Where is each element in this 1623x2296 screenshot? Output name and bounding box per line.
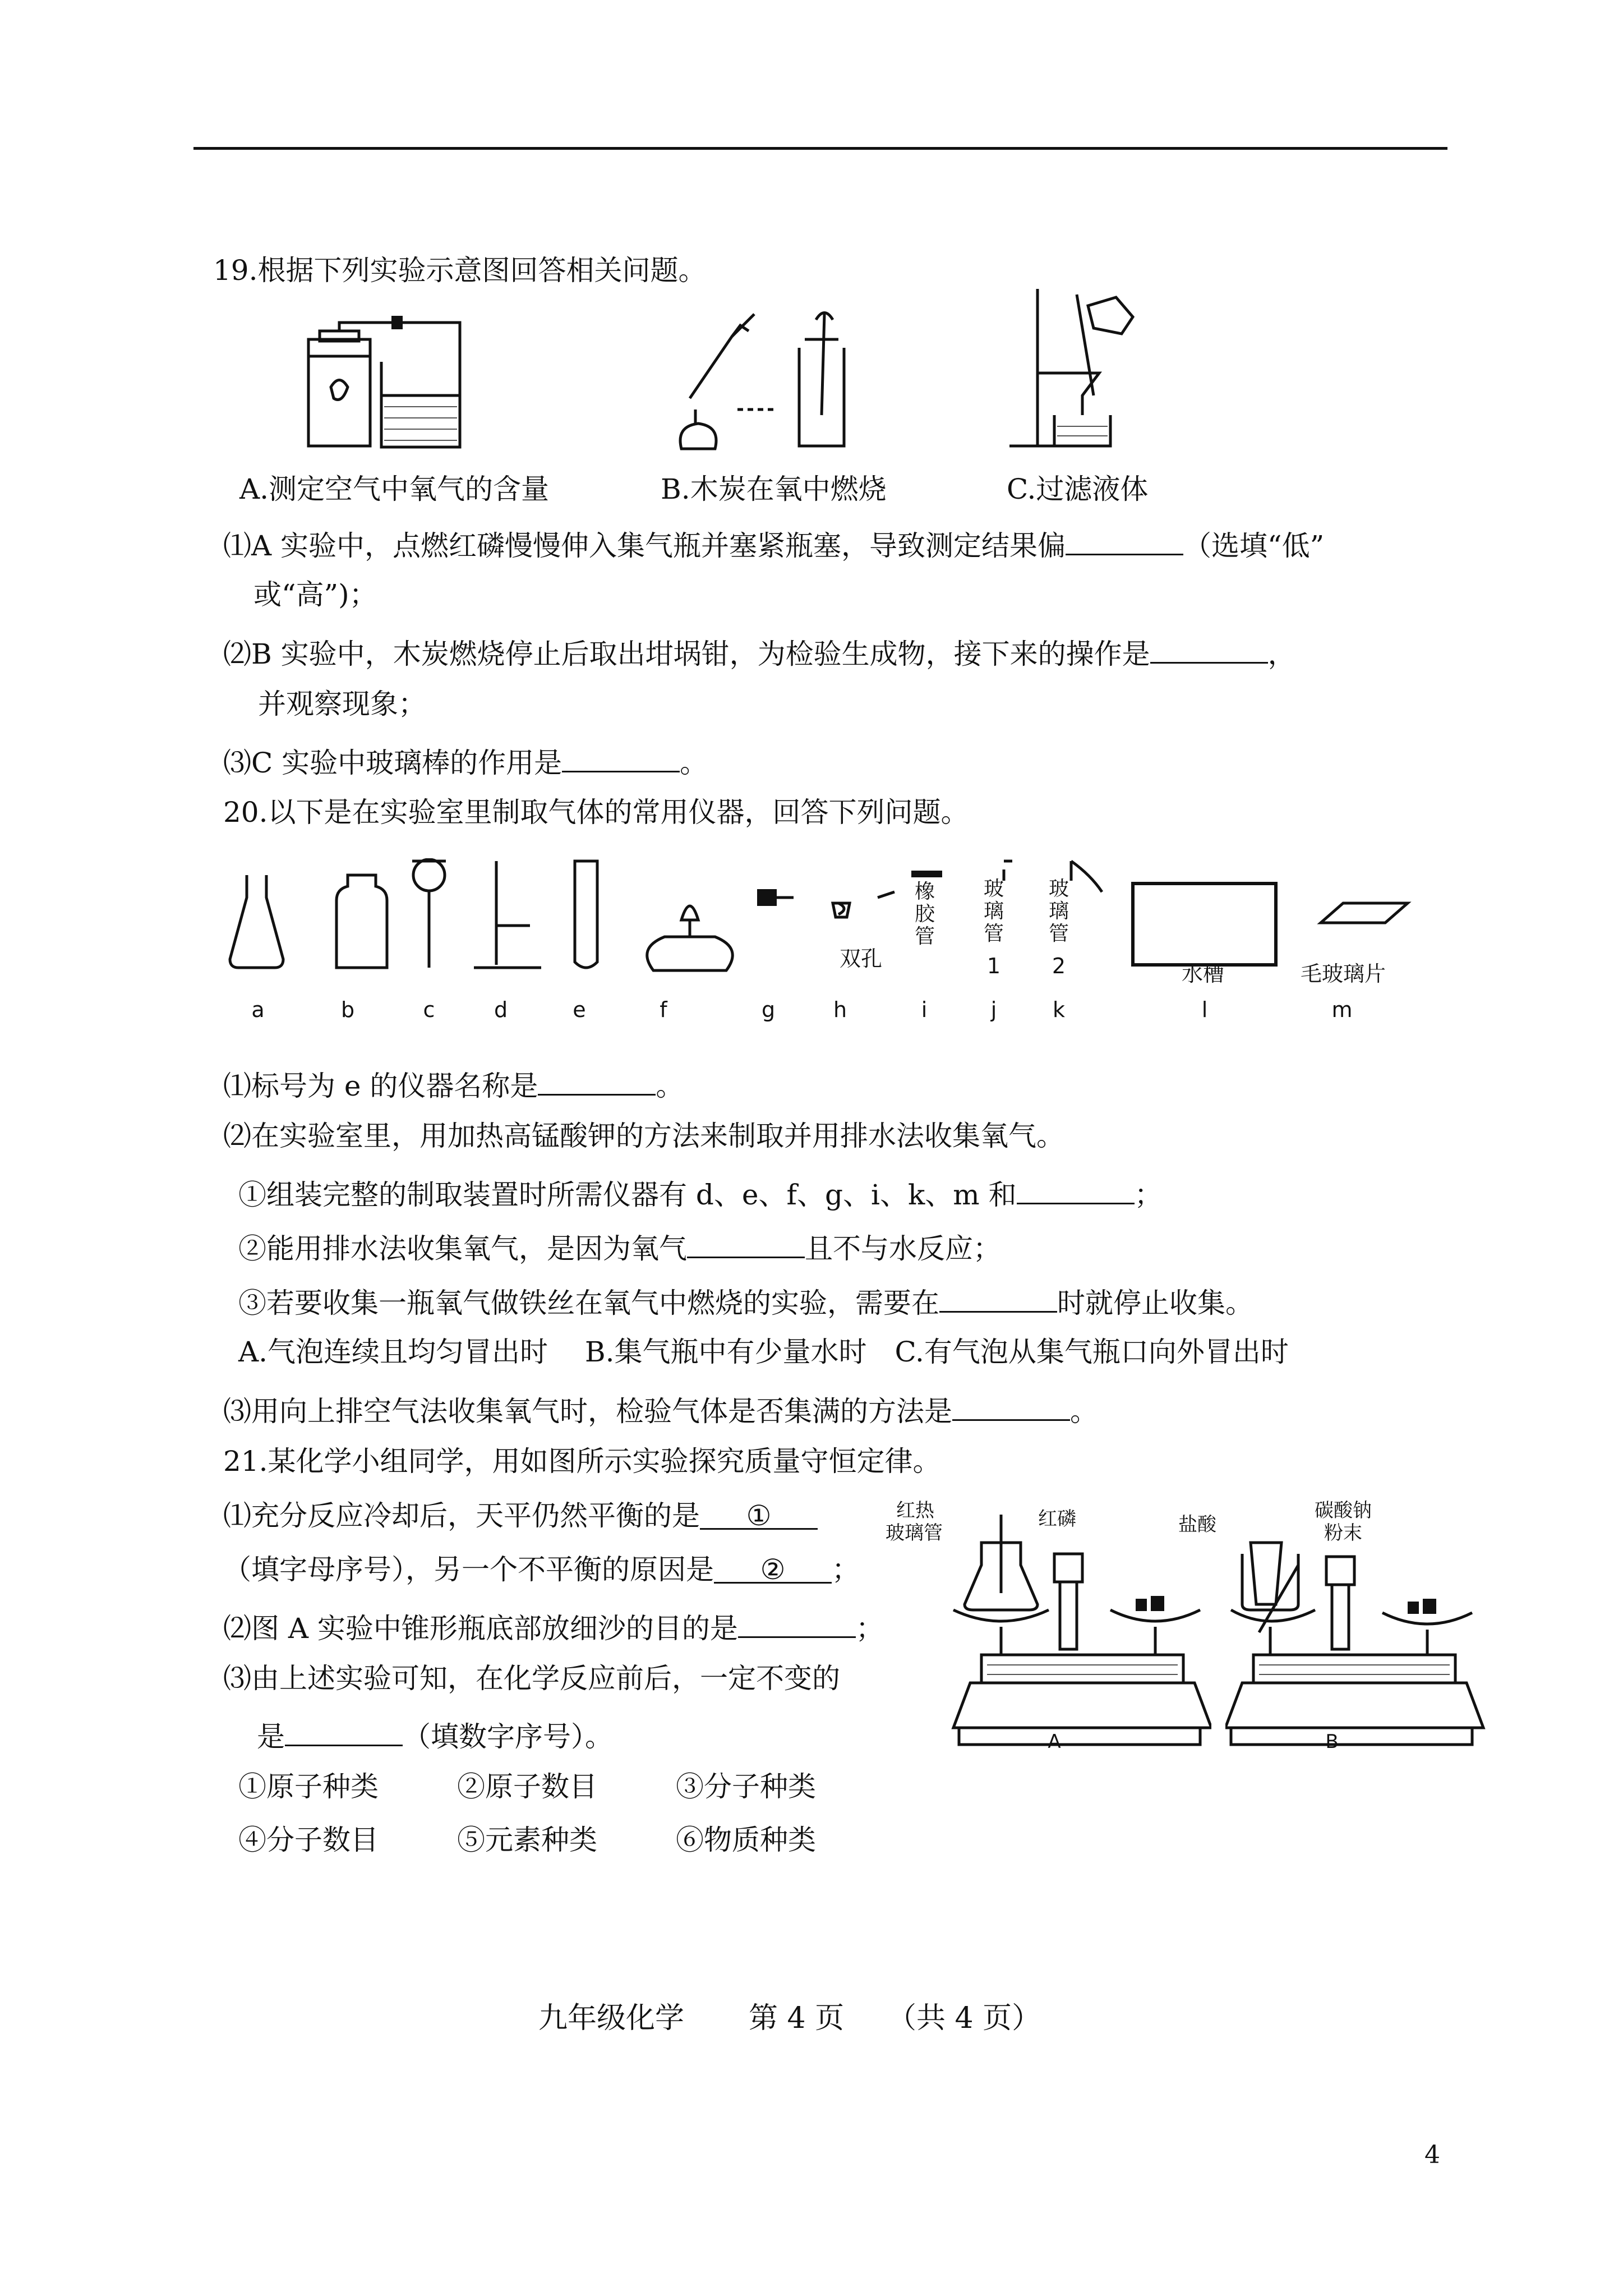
q21-part2-end: ； [855,1612,884,1645]
q21-title: 21.某化学小组同学，用如图所示实验探究质量守恒定律。 [223,1445,941,1478]
q20-part1-line [223,1065,684,1103]
q21-fig-b-letter: B [1325,1731,1339,1753]
q20-label-j: 玻璃管 [983,877,1004,945]
q20-part2-text: ⑵在实验室里，用加热高锰酸钾的方法来制取并用排水法收集氧气。 [223,1120,1064,1152]
q20-label-j-num: 1 [986,954,1001,978]
q21-blank-2[interactable]: ② [714,1553,832,1584]
q20-label-h: 双孔 [839,946,882,971]
q20-letter-l: l [1201,997,1208,1022]
q20-sub3-blank[interactable] [939,1282,1057,1313]
q19-caption-a: A.测定空气中氧气的含量 [239,473,550,505]
q19-part2-blank[interactable] [1150,633,1268,664]
q20-sub1-text: ①组装完整的制取装置时所需仪器有 d、e、f、g、i、k、m 和 [238,1179,1017,1211]
q21-fig-a-letter: A [1048,1731,1061,1753]
q21-part1-text2: （填字母序号），另一个不平衡的原因是 [223,1553,714,1586]
footer-page: 第 4 页 [749,2001,845,2035]
q19-title: 19.根据下列实验示意图回答相关问题。 [213,254,707,287]
q20-label-k: 玻璃管 [1048,877,1069,945]
q20-part3-period: 。 [1070,1395,1098,1428]
q20-letter-j: j [990,997,997,1022]
q20-letter-h: h [833,997,847,1022]
q19-part2-line1 [223,633,1296,671]
q20-title: 20.以下是在实验室里制取气体的常用仪器，回答下列问题。 [223,796,969,829]
q21-option-2: ②原子数目 [457,1770,597,1803]
q19-part1-line2: 或“高”)； [253,578,377,611]
q21-part1-text: ⑴充分反应冷却后，天平仍然平衡的是 [223,1499,700,1532]
q21-option-5: ⑤元素种类 [457,1824,597,1856]
q20-label-i: 橡胶管 [914,880,935,948]
q19-part1-blank[interactable] [1066,524,1183,555]
q19-figure-c [1004,283,1150,452]
q19-part3-blank[interactable] [562,742,680,772]
q19-part2-comma: ， [1267,638,1296,670]
q20-options: A.气泡连续且均匀冒出时 B.集气瓶中有少量水时 C.有气泡从集气瓶口向外冒出时 [238,1336,1289,1368]
q19-part3-line [223,742,708,780]
q19-part1-text: ⑴A 实验中，点燃红磷慢慢伸入集气瓶并塞紧瓶塞，导致测定结果偏 [223,530,1066,562]
footer-subject: 九年级化学 [538,2001,685,2035]
q21-blank-1[interactable]: ① [700,1499,818,1530]
q19-part2-text: ⑵B 实验中，木炭燃烧停止后取出坩埚钳，为检验生成物，接下来的操作是 [223,638,1150,670]
q20-sub1-blank[interactable] [1017,1174,1135,1204]
q20-part1-text: ⑴标号为 e 的仪器名称是 [223,1070,538,1102]
q21-part3-line2 [257,1715,613,1754]
q21-part2-text: ⑵图 A 实验中锥形瓶底部放细沙的目的是 [223,1612,738,1645]
q20-sub3-end: 时就停止收集。 [1057,1287,1253,1319]
q20-letter-k: k [1052,997,1065,1022]
q20-sub2-line [238,1227,1001,1266]
q20-part3-blank[interactable] [952,1390,1070,1421]
q21-fig-b-powder: 粉末 [1324,1522,1362,1544]
q19-figure-a [297,300,465,452]
q20-sub3-text: ③若要收集一瓶氧气做铁丝在氧气中燃烧的实验，需要在 [238,1287,939,1319]
q21-part2-line [223,1607,884,1645]
q21-part3-line1: ⑶由上述实验可知，在化学反应前后，一定不变的 [223,1662,840,1695]
q21-part3-blank[interactable] [285,1715,403,1746]
q20-sub1-line [238,1174,1163,1212]
q20-letter-i: i [921,997,928,1022]
q21-part1-line2 [223,1553,860,1586]
q21-option-3: ③分子种类 [676,1770,816,1803]
q20-letter-c: c [423,997,435,1022]
q20-part3-text: ⑶用向上排空气法收集氧气时，检验气体是否集满的方法是 [223,1395,952,1428]
q20-sub2-text: ②能用排水法收集氧气，是因为氧气 [238,1232,687,1265]
page-number: 4 [1424,2141,1440,2169]
q20-letter-b: b [340,997,355,1022]
q21-balance-b [1225,1520,1489,1750]
q21-part3-end: （填数字序号）。 [403,1720,613,1753]
q20-letter-d: d [494,997,508,1022]
q20-sub3-line [238,1282,1253,1320]
footer-total: （共 4 页） [887,2001,1041,2035]
q19-part1-choice: （选填“低” [1183,530,1325,562]
q19-part3-text: ⑶C 实验中玻璃棒的作用是 [223,747,562,779]
q19-part3-period: 。 [680,747,708,779]
q19-part1-line1 [223,524,1324,563]
q20-instruments [227,858,1422,987]
q20-letter-g: g [761,997,776,1022]
q19-caption-c: C.过滤液体 [1007,473,1149,505]
q20-part1-blank[interactable] [538,1065,656,1096]
q20-letter-a: a [251,997,265,1022]
q21-fig-a-hot: 红热 [896,1499,934,1522]
q21-fig-a-tube: 玻璃管 [886,1522,943,1544]
q20-letter-e: e [573,997,586,1022]
q21-option-4: ④分子数目 [238,1824,379,1856]
q21-option-1: ①原子种类 [238,1770,379,1803]
q21-balance-a [948,1515,1211,1750]
q20-sub1-end: ； [1134,1179,1163,1211]
q21-part3-is: 是 [257,1720,285,1753]
q20-part1-period: 。 [656,1070,684,1102]
q20-part3-line [223,1390,1098,1428]
header-rule [193,147,1447,150]
q20-label-l: 水槽 [1181,961,1224,986]
q21-option-6: ⑥物质种类 [676,1824,816,1856]
q21-fig-b-acid: 盐酸 [1178,1513,1216,1536]
q20-sub2-blank[interactable] [687,1227,805,1258]
q19-part2-line2: 并观察现象； [258,688,426,720]
q20-label-k-num: 2 [1052,954,1066,978]
q20-sub2-end: 且不与水反应； [805,1232,1001,1265]
q21-part1-end: ； [832,1553,860,1586]
q21-part1-line1 [223,1499,818,1533]
q21-part2-blank[interactable] [738,1607,856,1638]
q21-fig-a-phosphorus: 红磷 [1038,1508,1076,1530]
q20-letter-f: f [660,997,667,1022]
q19-caption-b: B.木炭在氧中燃烧 [661,473,887,505]
q21-fig-b-sodium: 碳酸钠 [1315,1499,1372,1522]
q20-label-m: 毛玻璃片 [1300,961,1386,986]
q19-figure-b [665,303,878,454]
q20-letter-m: m [1331,997,1353,1022]
